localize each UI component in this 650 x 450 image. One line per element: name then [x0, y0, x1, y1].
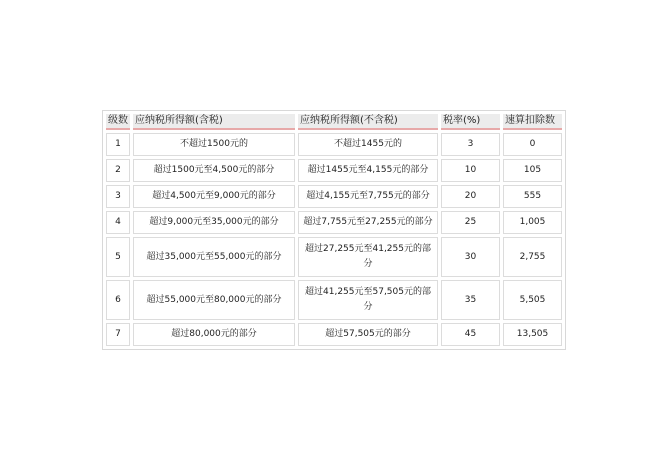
cell-tax-rate: 20	[441, 185, 500, 208]
cell-taxable-income-incl: 超过1500元至4,500元的部分	[133, 159, 295, 182]
cell-taxable-income-incl: 超过9,000元至35,000元的部分	[133, 211, 295, 234]
table-row	[106, 237, 562, 277]
header-quick-deduction: 速算扣除数	[503, 114, 562, 130]
cell-taxable-income-excl: 超过27,255元至41,255元的部分	[298, 237, 438, 277]
cell-tax-rate: 30	[441, 237, 500, 277]
cell-taxable-income-excl: 超过1455元至4,155元的部分	[298, 159, 438, 182]
header-level: 级数	[106, 114, 130, 130]
cell-level: 6	[106, 280, 130, 320]
cell-taxable-income-incl: 不超过1500元的	[133, 133, 295, 156]
header-taxable-income-incl: 应纳税所得额(含税)	[133, 114, 295, 130]
cell-quick-deduction: 0	[503, 133, 562, 156]
cell-quick-deduction: 5,505	[503, 280, 562, 320]
cell-tax-rate: 25	[441, 211, 500, 234]
table-row	[106, 159, 562, 182]
tax-rate-table	[102, 110, 566, 350]
cell-quick-deduction: 13,505	[503, 323, 562, 346]
header-taxable-income-excl: 应纳税所得额(不含税)	[298, 114, 438, 130]
table-row	[106, 280, 562, 320]
header-tax-rate: 税率(%)	[441, 114, 500, 130]
cell-taxable-income-excl: 超过7,755元至27,255元的部分	[298, 211, 438, 234]
cell-tax-rate: 45	[441, 323, 500, 346]
cell-quick-deduction: 2,755	[503, 237, 562, 277]
cell-quick-deduction: 555	[503, 185, 562, 208]
cell-quick-deduction: 1,005	[503, 211, 562, 234]
cell-level: 4	[106, 211, 130, 234]
cell-tax-rate: 10	[441, 159, 500, 182]
cell-taxable-income-incl: 超过80,000元的部分	[133, 323, 295, 346]
cell-taxable-income-incl: 超过55,000元至80,000元的部分	[133, 280, 295, 320]
table-header-row	[106, 114, 562, 130]
cell-taxable-income-excl: 超过41,255元至57,505元的部分	[298, 280, 438, 320]
cell-taxable-income-excl: 超过57,505元的部分	[298, 323, 438, 346]
table-row	[106, 211, 562, 234]
table-row	[106, 323, 562, 346]
cell-taxable-income-excl: 不超过1455元的	[298, 133, 438, 156]
cell-level: 5	[106, 237, 130, 277]
cell-taxable-income-excl: 超过4,155元至7,755元的部分	[298, 185, 438, 208]
cell-level: 7	[106, 323, 130, 346]
cell-level: 3	[106, 185, 130, 208]
cell-level: 1	[106, 133, 130, 156]
cell-tax-rate: 3	[441, 133, 500, 156]
cell-level: 2	[106, 159, 130, 182]
cell-tax-rate: 35	[441, 280, 500, 320]
cell-taxable-income-incl: 超过4,500元至9,000元的部分	[133, 185, 295, 208]
table-row	[106, 185, 562, 208]
table-row	[106, 133, 562, 156]
cell-quick-deduction: 105	[503, 159, 562, 182]
cell-taxable-income-incl: 超过35,000元至55,000元的部分	[133, 237, 295, 277]
